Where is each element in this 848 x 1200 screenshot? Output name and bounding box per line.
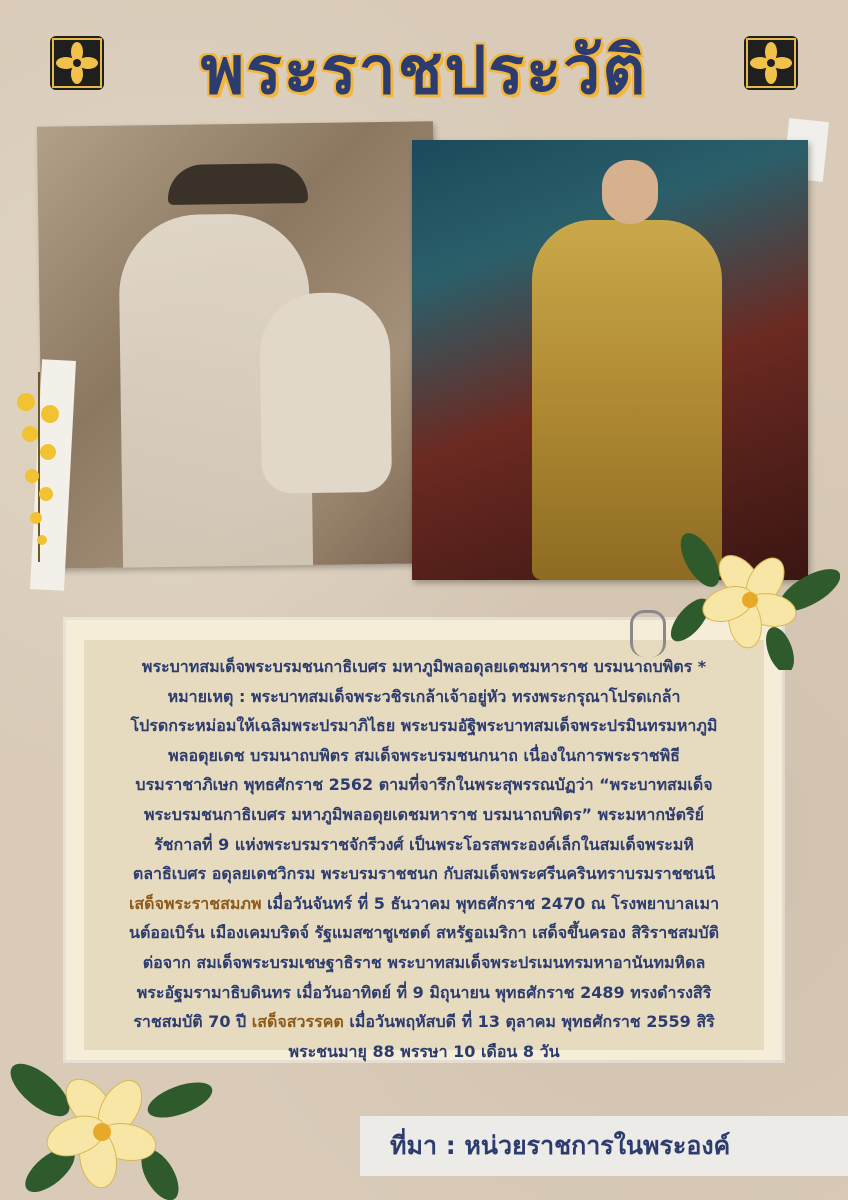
bio-line: ต่อจาก สมเด็จพระบรมเชษฐาธิราช พระบาทสมเด็จพระปรเมนทรมหาอานันทมหิดล [142,952,706,972]
bio-line: รัชกาลที่ 9 แห่งพระบรมราชจักรีวงศ์ เป็นพระโอรสพระองค์เล็กในสมเด็จพระมหิ [154,834,694,854]
bio-line-part: เมื่อวันพฤหัสบดี ที่ 13 ตุลาคม พุทธศักราช 2559 สิริ [343,1012,715,1032]
bio-line-rest: เมื่อวันจันทร์ ที่ 5 ธันวาคม พุทธศักราช 2470 ณ โรงพยาบาลเมา [261,893,720,913]
page-title: พระราชประวัติ [200,32,648,109]
ornament-right-icon [744,36,798,90]
source-credit: ที่มา : หน่วยราชการในพระองค์ [390,1131,731,1160]
bio-line: ตลาธิเบศร อดุลยเดชวิกรม พระบรมราชชนก กับสมเด็จพระศรีนครินทราบรมราชชนนี [132,864,716,884]
bio-line: พระบรมชนกาธิเบศร มหาภูมิพลอดุยเดชมหาราช บรมนาถบพิตร” พระมหากษัตริย์ [144,804,704,824]
bio-line: บรมราชาภิเษก พุทธศักราช 2562 ตามที่จารึกในพระสุพรรณบัฏว่า “พระบาทสมเด็จ [135,775,713,795]
hat-shape [167,163,308,205]
biography-text [84,652,764,1066]
historic-photo-father-and-baby [37,121,439,568]
white-flower-icon [660,530,840,670]
cassia-flower-icon [4,372,74,572]
royal-portrait-photo [412,140,808,580]
bio-line: พระชนมายุ 88 พรรษา 10 เดือน 8 วัน [288,1041,560,1061]
highlight-death: เสด็จสวรรคต [251,1012,344,1032]
bio-line-part: ราชสมบัติ 70 ปี [133,1012,252,1032]
bio-line: หมายเหตุ : พระบาทสมเด็จพระวชิรเกล้าเจ้าอยู่หัว ทรงพระกรุณาโปรดเกล้า [167,686,681,706]
bio-line: พระบาทสมเด็จพระบรมชนกาธิเบศร มหาภูมิพลอดุลยเดชมหาราช บรมนาถบพิตร * [141,657,707,676]
white-flower-icon [0,1050,220,1200]
bio-line [84,889,764,919]
bio-line [84,1007,764,1037]
bio-line: นต์ออเบิร์น เมืองเคมบริดจ์ รัฐแมสซาชูเซตต์ สหรัฐอเมริกา เสด็จขึ้นครอง สิริราชสมบัติ [129,923,719,943]
portrait-head-shape [602,160,658,224]
highlight-birth: เสด็จพระราชสมภพ [128,893,262,913]
bio-line: โปรดกระหม่อมให้เฉลิมพระปรมาภิไธย พระบรมอัฐิพระบาทสมเด็จพระปรมินทรมหาภูมิ [130,716,718,736]
bio-line: พระอัฐมรามาธิบดินทร เมื่อวันอาทิตย์ ที่ 9 มิถุนายน พุทธศักราช 2489 ทรงดำรงสิริ [136,982,712,1002]
bio-line: พลอดุยเดช บรมนาถบพิตร สมเด็จพระบรมชนกนาถ เนื่องในการพระราชพิธี [168,745,680,765]
royal-robe-shape [532,220,722,580]
baby-figure [259,292,392,494]
